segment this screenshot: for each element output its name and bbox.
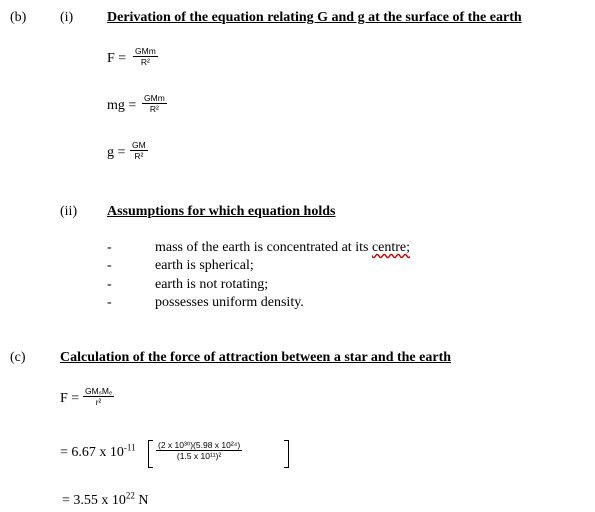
part-c-label: (c) [10,350,26,365]
list-bullet: - [107,277,112,292]
fraction [142,93,167,114]
spellcheck-flagged-word: centre; [371,240,411,255]
coefficient: = 6.67 x 10 [60,445,124,460]
list-bullet: - [107,258,112,273]
exponent: -11 [123,442,136,453]
list-bullet: - [107,240,112,255]
numerator: GM [132,140,146,150]
left-bracket [148,440,153,468]
equation-lhs: mg = [107,98,137,113]
equation-lhs: F = [60,391,80,406]
fraction [130,140,148,161]
part-b-ii-heading: Assumptions for which equation holds [107,204,336,219]
part-b-i-heading: Derivation of the equation relating G and g at the surface of the earth [107,10,522,25]
part-c-heading: Calculation of the force of attraction between a star and the earth [60,350,452,365]
coefficient: = 3.55 x 10 [62,493,126,508]
exponent: 22 [125,490,135,501]
list-item [155,240,410,256]
denominator: (1.5 x 10¹¹)² [176,451,222,461]
denominator: R² [140,57,150,67]
denominator: R² [149,104,159,114]
numerator: GMm [135,46,156,56]
fraction [156,440,242,461]
list-item: earth is spherical; [155,258,254,273]
equation-lhs: g = [107,145,126,160]
list-bullet: - [107,295,112,310]
equation-lhs: F = [107,51,127,66]
equation-prefix [60,442,136,461]
numerator: (2 x 10³⁰)(5.98 x 10²⁴) [158,440,241,450]
right-bracket [284,440,289,468]
numerator: GMm [144,93,165,103]
list-item-text: mass of the earth is concentrated at its [155,240,372,255]
denominator: r² [95,397,102,407]
part-b-label: (b) [10,10,27,25]
result-equation [62,490,149,509]
fraction [133,46,158,67]
denominator: R² [134,151,144,161]
numerator: GMₛMₑ [85,386,113,396]
part-b-i-number: (i) [60,10,74,25]
list-item: possesses uniform density. [155,295,304,310]
part-b-ii-number: (ii) [60,204,78,219]
fraction [83,386,114,407]
unit: N [134,493,149,508]
list-item: earth is not rotating; [155,277,269,292]
